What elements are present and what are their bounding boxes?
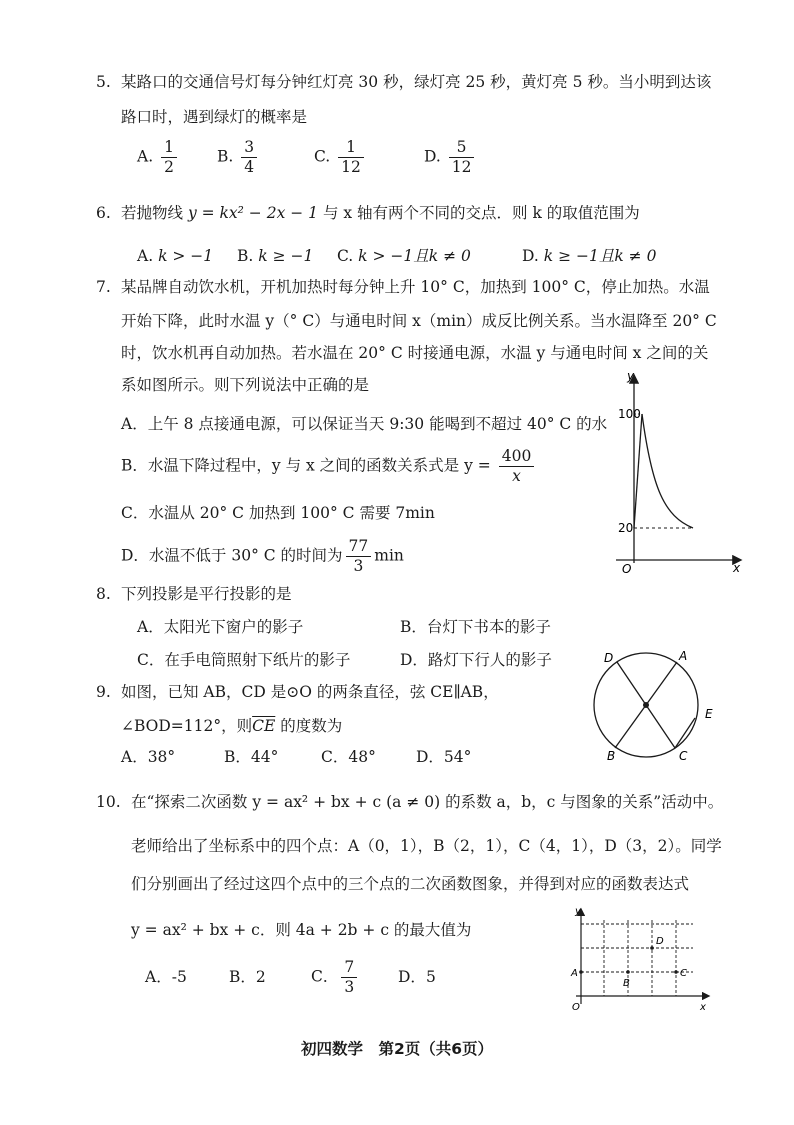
q5-option-b-fraction: $\frac{3}{4}$ [241,138,257,177]
q7-option-b: B．水温下降过程中，y 与 x 之间的函数关系式是 y = $\frac{400}{x}$ [121,447,537,486]
q9-option-a: A．38° [121,748,176,766]
q7-option-d-fraction: $\frac{77}{3}$ [346,537,372,576]
q5-option-c-fraction: $\frac{1}{12}$ [338,138,364,177]
q9-label-b: B [607,749,616,763]
q7-text-line1: 某品牌自动饮水机，开机加热时每分钟上升 10° C，加热到 100° C，停止加热。水温 [121,278,710,296]
q10-option-a: A．-5 [145,968,187,986]
q10-text-line3: 们分别画出了经过这四个点中的三个点的二次函数图象，并得到对应的函数表达式 [131,875,690,893]
q10-label-b: B [623,978,630,989]
q7-x-axis-label: x [733,561,741,575]
q10-option-b: B．2 [229,968,266,986]
q6-option-c: C. k > −1且k ≠ 0 [337,247,471,265]
q5-number: 5. [96,73,111,91]
q8-number: 8. [96,585,111,603]
q9-text-line1: 如图，已知 AB，CD 是⊙O 的两条直径，弦 CE∥AB， [121,683,499,701]
q5-option-a: A. $\frac{1}{2}$ [137,138,180,177]
q7-y-axis-label: y [627,369,635,383]
q10-point-b [626,970,630,974]
q6-option-a: A. k > −1 [137,247,214,265]
q10-option-d: D．5 [398,968,436,986]
q9-label-c: C [679,749,688,763]
q9-option-d: D．54° [416,748,472,766]
q6-option-d: D. k ≥ −1且k ≠ 0 [522,247,657,265]
q10-number: 10. [96,793,121,811]
q8-text: 下列投影是平行投影的是 [121,585,292,603]
q10-point-a [579,970,583,974]
q8-option-d: D．路灯下行人的影子 [400,651,552,669]
q7-text-line3: 时，饮水机再自动加热。若水温在 20° C 时接通电源，水温 y 与通电时间 x 之间的关 [121,344,709,362]
q7-number: 7. [96,278,111,296]
q6-option-b: B. k ≥ −1 [237,247,314,265]
q9-option-b: B．44° [224,748,279,766]
q9-number: 9. [96,683,111,701]
q10-option-c-fraction: $\frac{7}{3}$ [341,958,357,997]
q6-formula: y = kx² − 2x − 1 [187,204,319,222]
q6-number: 6. [96,204,111,222]
q10-text-line4: y = ax² + bx + c．则 4a + 2b + c 的最大值为 [131,921,472,939]
q10-point-c [674,970,678,974]
q9-text-line2: ∠BOD=112°，则$\overline{CE}$ 的度数为 [121,717,343,735]
q9-circle-figure [585,644,725,770]
q7-y-high-label: 100 [618,407,641,421]
q10-text-line1: 在“探索二次函数 y = ax² + bx + c (a ≠ 0) 的系数 a，b，c 与图象的关系”活动中。 [131,793,724,811]
q5-text-line1: 某路口的交通信号灯每分钟红灯亮 30 秒，绿灯亮 25 秒，黄灯亮 5 秒。当小明到达该 [121,73,712,91]
q5-text-line2: 路口时，遇到绿灯的概率是 [121,108,308,126]
q7-origin-label: O [622,562,632,576]
q10-text-line2: 老师给出了坐标系中的四个点：A（0，1），B（2，1），C（4，1），D（3，2）。同学 [131,837,722,855]
q5-option-b: B. $\frac{3}{4}$ [217,138,260,177]
q10-point-d [650,946,654,950]
page-footer: 初四数学 第2页（共6页） [300,1040,494,1058]
q7-text-line4: 系如图所示。则下列说法中正确的是 [121,376,370,394]
q8-option-c: C．在手电筒照射下纸片的影子 [137,651,351,669]
q9-chord-ce [675,718,695,748]
q7-option-d: D．水温不低于 30° C 的时间为 $\frac{77}{3}$ min [121,537,404,575]
q7-cooling-curve [642,414,693,528]
q10-label-d: D [656,936,664,947]
q5-option-d-fraction: $\frac{5}{12}$ [449,138,475,177]
q9-label-a: A [679,649,688,663]
q7-temperature-graph [596,368,746,580]
q7-y-low-label: 20 [618,521,634,535]
q5-option-a-fraction: $\frac{1}{2}$ [161,138,177,177]
q5-option-d: D. $\frac{5}{12}$ [424,138,477,177]
q7-option-b-fraction: $\frac{400}{x}$ [499,447,535,486]
q10-y-label: y [575,906,581,917]
q9-label-e: E [705,707,713,721]
q10-grid-lines [581,920,693,996]
q7-text-line2: 开始下降，此时水温 y（° C）与通电时间 x（min）成反比例关系。当水温降至 20° C [121,312,717,330]
q9-center-point [643,702,649,708]
q10-grid-figure [568,904,712,1020]
q7-option-c: C．水温从 20° C 加热到 100° C 需要 7min [121,504,435,522]
q5-option-c: C. $\frac{1}{12}$ [314,138,367,177]
q6-text: 若抛物线 y = kx² − 2x − 1 与 x 轴有两个不同的交点．则 k 的取值范围为 [121,204,640,222]
q9-label-d: D [604,651,614,665]
q10-label-c: C [680,968,687,979]
q8-option-a: A．太阳光下窗户的影子 [137,618,304,636]
q10-origin-label: O [572,1002,580,1013]
q7-heating-line [634,414,642,528]
q7-option-a: A．上午 8 点接通电源，可以保证当天 9:30 能喝到不超过 40° C 的水 [121,415,608,433]
q9-option-c: C．48° [321,748,376,766]
q10-label-a: A [571,968,578,979]
q10-option-c: C． $\frac{7}{3}$ [311,958,360,997]
q10-x-label: x [700,1002,706,1013]
q9-arc-ce: $\overline{CE}$ [252,717,276,735]
q8-option-b: B．台灯下书本的影子 [400,618,551,636]
